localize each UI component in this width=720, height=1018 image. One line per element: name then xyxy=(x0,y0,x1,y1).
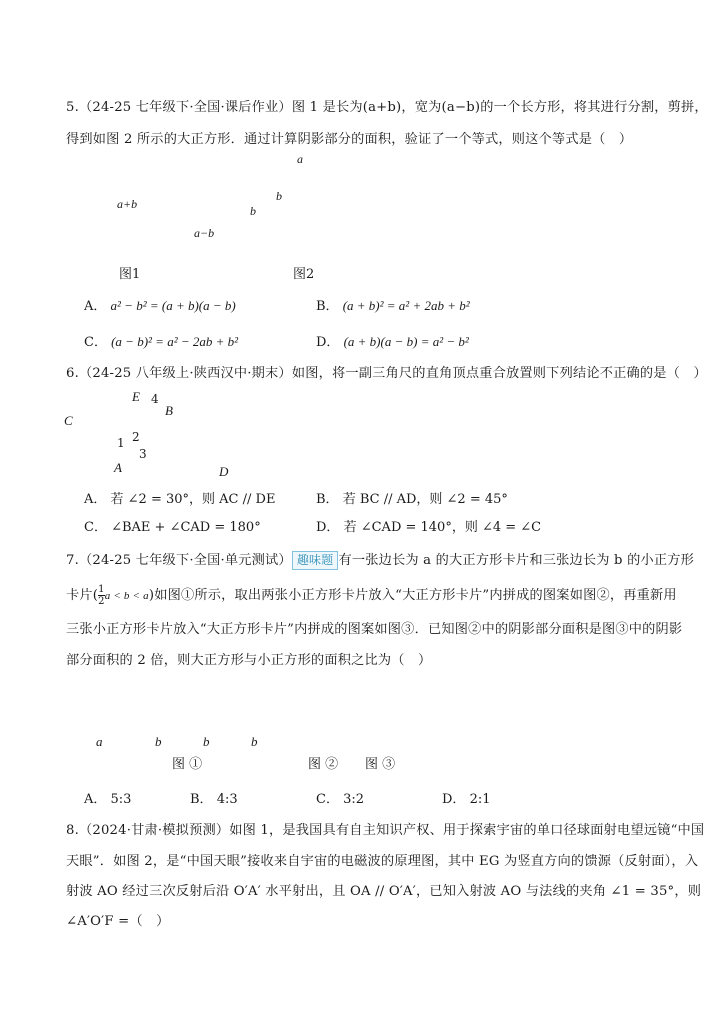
q6-option-b[interactable]: B． 若 BC // AD，则 ∠2 = 45° xyxy=(316,492,508,507)
fig2-inner-height-label: b xyxy=(250,204,256,218)
q7-stem-line1: 7.（24-25 七年级下·全国·单元测试） 趣味题 有一张边长为 a 的大正方形卡片和三张边长为 b 的小正方形 xyxy=(66,553,695,568)
q8-stem-line3: 射波 AO 经过三次反射后沿 O′A′ 水平射出，且 OA // O′A′，已知入射波 AO 与法线的夹角 ∠1 = 35°，则 xyxy=(66,884,702,899)
q6-option-d[interactable]: D． 若 ∠CAD = 140°，则 ∠4 = ∠C xyxy=(316,520,542,535)
fig1-caption: 图1 xyxy=(119,267,141,282)
q7-option-c[interactable]: C． 3:2 xyxy=(316,792,365,807)
q7-option-d[interactable]: D． 2:1 xyxy=(442,792,491,807)
q8-stem-line4: ∠A′O′F =（ ） xyxy=(66,914,170,929)
q5-option-c[interactable]: C． (a − b)² = a² − 2ab + b² xyxy=(84,334,239,350)
q5-option-a[interactable]: A． a² − b² = (a + b)(a − b) xyxy=(84,298,236,314)
fig1-height-label: a−b xyxy=(194,226,215,240)
fun-question-tag: 趣味题 xyxy=(292,551,339,570)
q5-option-d[interactable]: D． (a + b)(a − b) = a² − b² xyxy=(316,334,469,350)
q6-stem: 6.（24-25 八年级上·陕西汉中·期末）如图，将一副三角尺的直角顶点重合放置则下列结论不正确的是（ ） xyxy=(66,366,707,381)
q5-stem-line1: 5.（24-25 七年级下·全国·课后作业）图 1 是长为(a+b)，宽为(a−b)的一个长方形，将其进行分割，剪拼， xyxy=(66,100,708,115)
q7-stem-line2: 卡片( $\frac{1}{2}$ a < b < a)如图①所示，取出两张小正方形卡片放入“大正方形卡片”内拼成的图案如图②，再重新用 xyxy=(66,584,677,607)
q8-stem-line1: 8.（2024·甘肃·模拟预测）如图 1，是我国具有自主知识产权、用于探索宇宙的单口径球面射电望远镜“中国 xyxy=(66,823,705,838)
fig2-inner-width-label: b xyxy=(276,189,282,203)
q5-stem-line2: 得到如图 2 所示的大正方形．通过计算阴影部分的面积，验证了一个等式，则这个等式是（ ） xyxy=(66,132,633,147)
q7-stem-line4: 部分面积的 2 倍，则大正方形与小正方形的面积之比为（ ） xyxy=(66,653,432,668)
q8-stem-line2: 天眼”．如图 2，是“中国天眼”接收来自宇宙的电磁波的原理图，其中 EG 为竖直方向的馈源（反射面），入 xyxy=(66,854,699,869)
fig2-top-label: a xyxy=(297,152,303,166)
q7-option-b[interactable]: B． 4:3 xyxy=(190,792,238,807)
q5-option-b[interactable]: B． (a + b)² = a² + 2ab + b² xyxy=(316,298,470,314)
q6-option-a[interactable]: A． 若 ∠2 = 30°，则 AC // DE xyxy=(84,492,276,507)
q7-stem-line3: 三张小正方形卡片放入“大正方形卡片”内拼成的图案如图③．已知图②中的阴影部分面积是图③中的阴影 xyxy=(66,622,683,637)
q7-option-a[interactable]: A． 5:3 xyxy=(84,792,132,807)
fig2-caption: 图2 xyxy=(293,267,315,282)
fig1-width-label: a+b xyxy=(117,197,138,211)
q6-option-c[interactable]: C． ∠BAE + ∠CAD = 180° xyxy=(84,520,261,535)
